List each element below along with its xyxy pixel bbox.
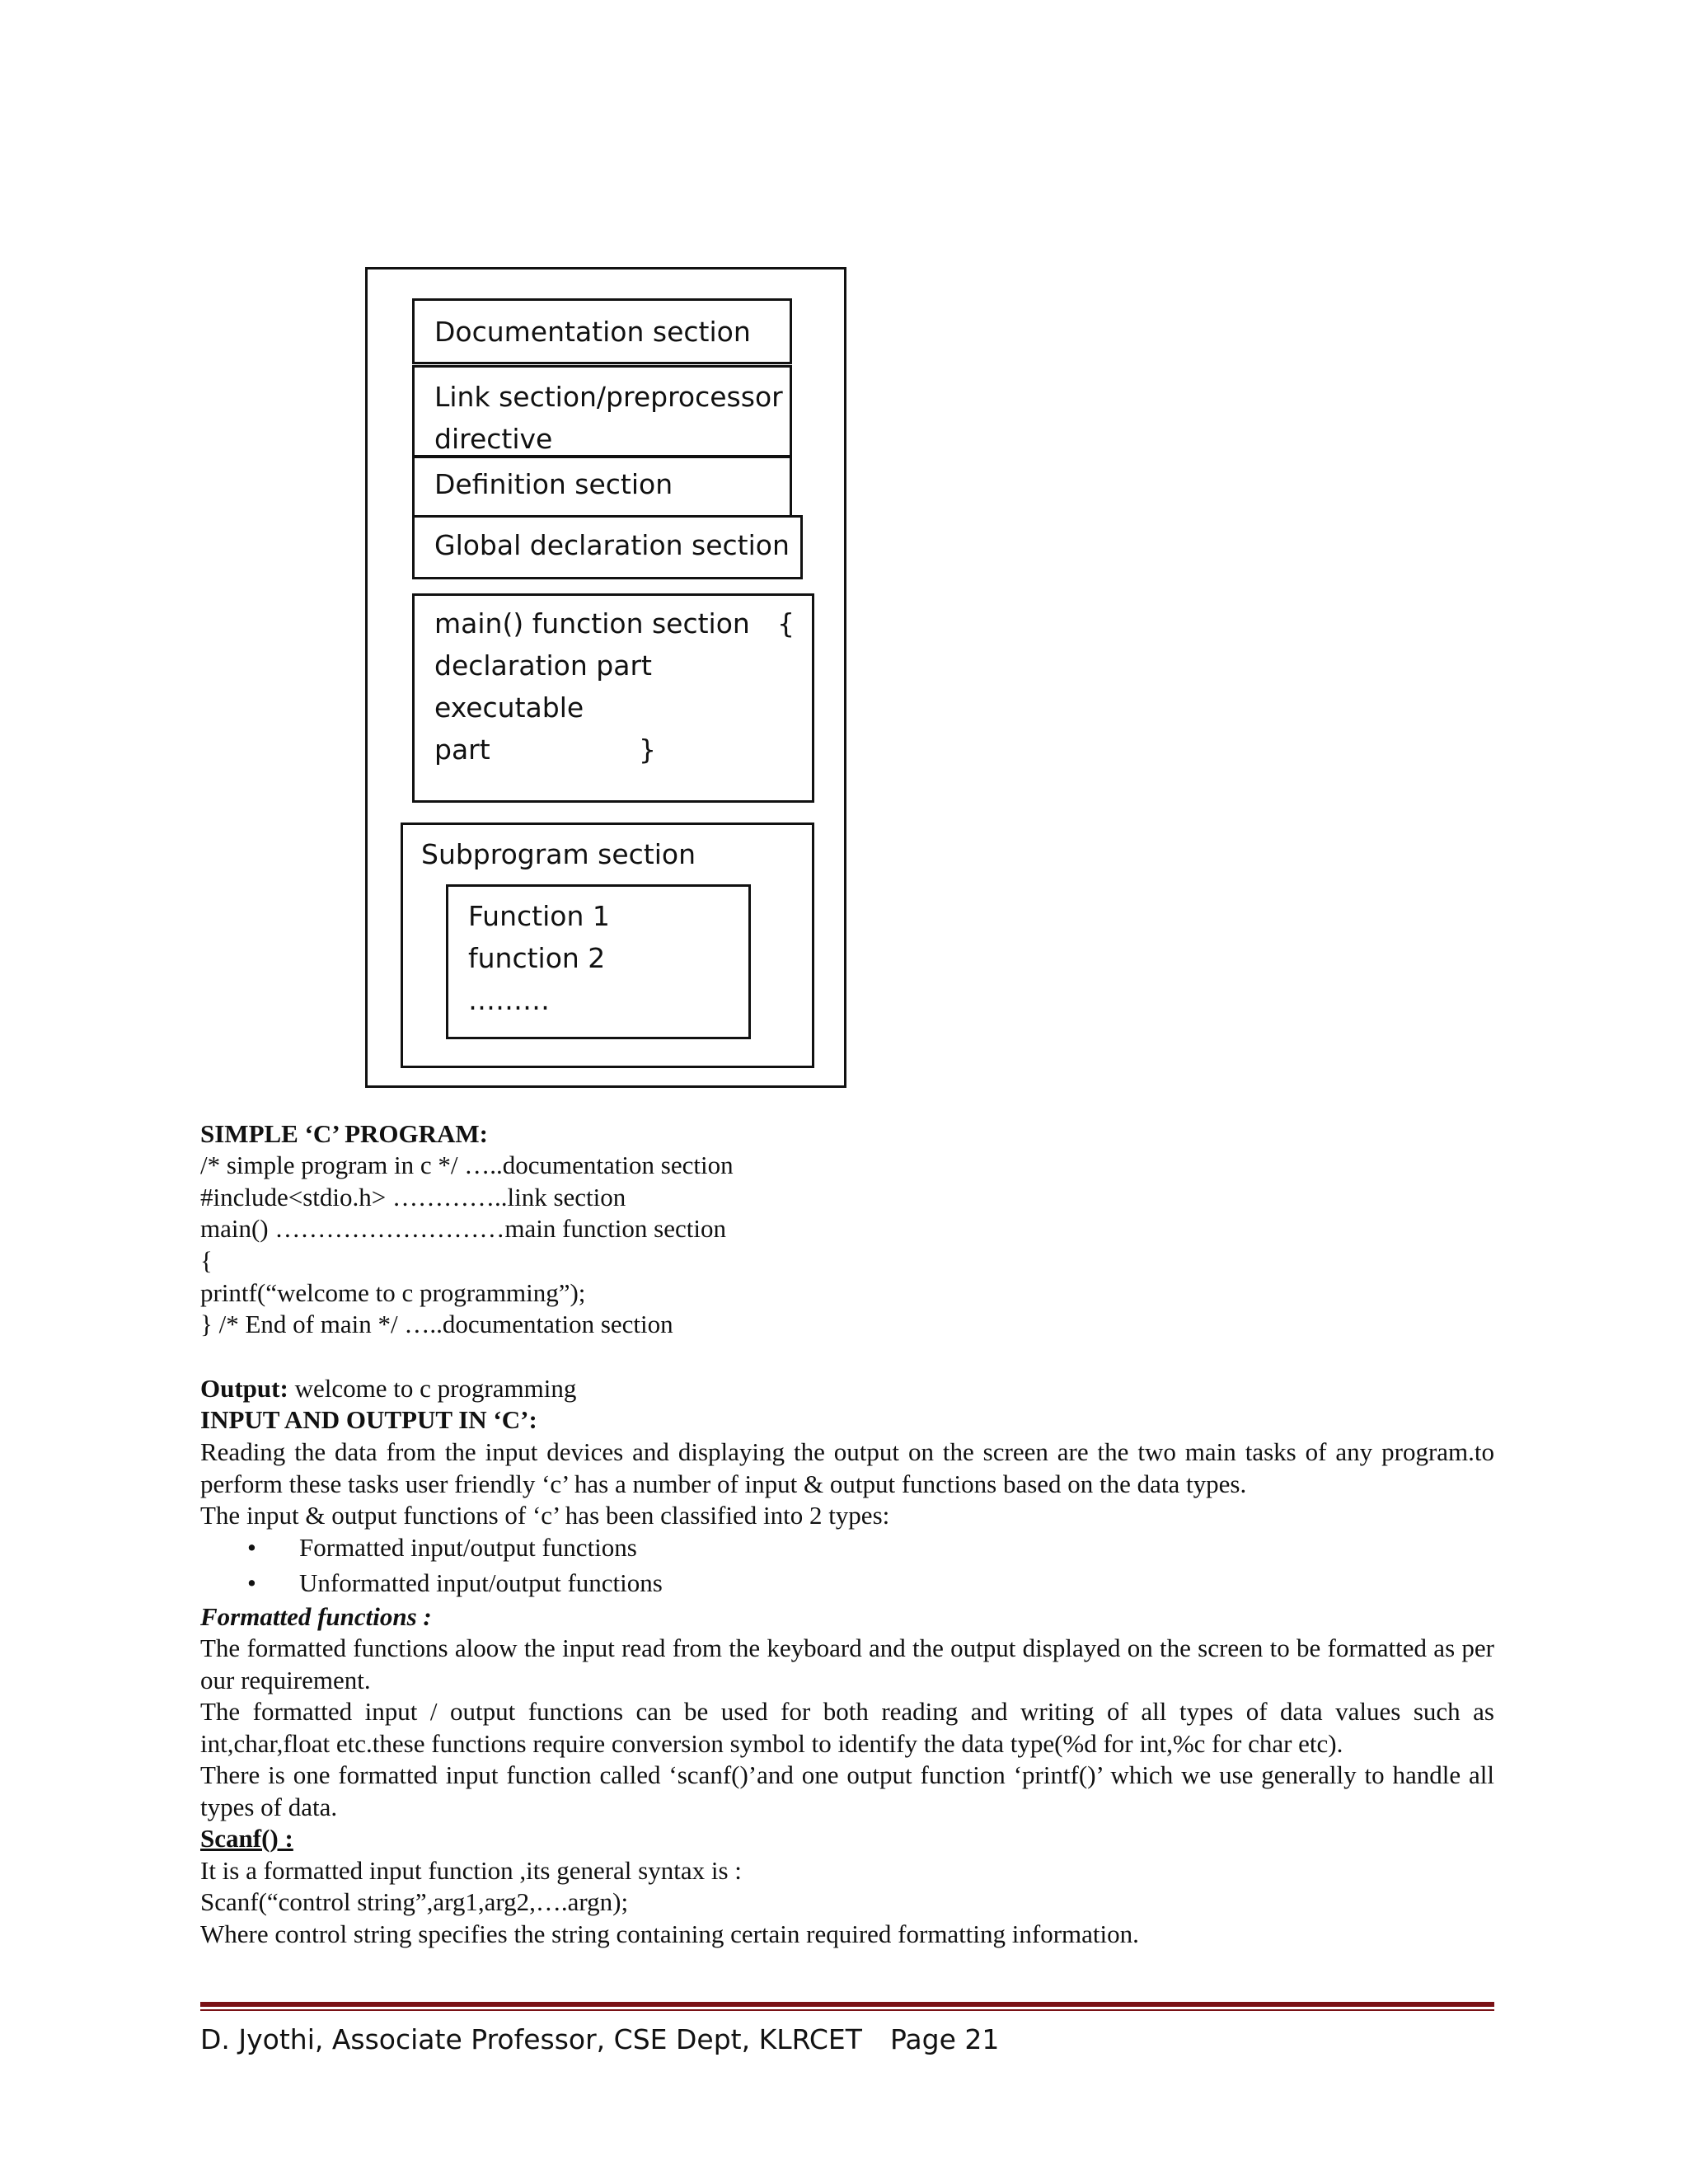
subprogram-section-label: Subprogram section (421, 838, 696, 870)
function-1-label: Function 1 (468, 900, 610, 932)
program-line-2: #include<stdio.h> …………..link section (200, 1183, 626, 1212)
footer-rule-thick (200, 2002, 1494, 2007)
function-2-label: function 2 (468, 942, 606, 974)
input-output-heading: INPUT AND OUTPUT IN ‘C’: (200, 1405, 537, 1434)
bullet-icon: • (247, 1568, 256, 1597)
definition-section-box (412, 456, 792, 518)
scanf-line-1: It is a formatted input function ,its general syntax is : (200, 1856, 742, 1885)
io-paragraph-2: The input & output functions of ‘c’ has been classified into 2 types: (200, 1501, 890, 1530)
link-section-box (412, 365, 792, 457)
functions-box (446, 884, 751, 1039)
output-value: welcome to c programming (288, 1374, 577, 1403)
output-line (200, 1372, 576, 1404)
part-label: part (434, 733, 490, 766)
program-line-5: printf(“welcome to c programming”); (200, 1278, 586, 1307)
simple-c-program-heading: SIMPLE ‘C’ PROGRAM: (200, 1119, 488, 1148)
footer-page-number: Page 21 (890, 2023, 1000, 2055)
main-close-brace: } (639, 733, 656, 766)
footer-author: D. Jyothi, Associate Professor, CSE Dept, KLRCET (200, 2023, 862, 2055)
main-function-section-box (412, 593, 814, 803)
scanf-syntax-line: Scanf(“control string”,arg1,arg2,….argn); (200, 1887, 629, 1916)
executable-label: executable (434, 691, 584, 724)
declaration-part-label: declaration part (434, 649, 652, 682)
definition-section-label: Definition section (434, 468, 673, 500)
output-label: Output: (200, 1374, 288, 1403)
main-open-brace: { (777, 607, 795, 640)
main-function-label: main() function section (434, 607, 750, 640)
bullet-icon: • (247, 1533, 256, 1562)
program-line-6: } /* End of main */ …..documentation section (200, 1310, 673, 1338)
program-line-4: { (200, 1246, 213, 1275)
io-paragraph-1: Reading the data from the input devices and displaying the output on the screen are the two main tasks of any program.to perform these tasks user friendly ‘c’ has a number of input & output functions based on the data types. (200, 1437, 1494, 1498)
link-section-label-line1: Link section/preprocessor (434, 381, 783, 413)
link-section-label-line2: directive (434, 423, 553, 455)
scanf-line-3: Where control string specifies the string containing certain required formatting information. (200, 1919, 1139, 1948)
footer-rule-thin (200, 2009, 1494, 2011)
functions-ellipsis: ……… (468, 984, 550, 1016)
scanf-heading: Scanf() : (200, 1824, 293, 1853)
formatted-paragraph-3: There is one formatted input function called ‘scanf()’and one output function ‘printf()’ which we use generally to handle all types of data. (200, 1760, 1494, 1821)
program-line-3: main() ………………………main function section (200, 1214, 726, 1243)
bullet-item-unformatted: Unformatted input/output functions (299, 1568, 663, 1597)
formatted-paragraph-2: The formatted input / output functions can be used for both reading and writing of all types of data values such as int,char,float etc.these functions require conversion symbol to identify the data type(%d for int,%c for char etc). (200, 1697, 1494, 1758)
documentation-section-label: Documentation section (434, 316, 751, 348)
formatted-paragraph-1: The formatted functions aloow the input read from the keyboard and the output displayed on the screen to be formatted as per our requirement. (200, 1633, 1494, 1694)
bullet-item-formatted: Formatted input/output functions (299, 1533, 637, 1562)
program-line-1: /* simple program in c */ …..documentation section (200, 1151, 734, 1179)
global-declaration-section-label: Global declaration section (434, 529, 790, 561)
documentation-section-box (412, 298, 792, 364)
formatted-functions-heading: Formatted functions : (200, 1602, 432, 1631)
global-declaration-section-box (412, 515, 803, 579)
